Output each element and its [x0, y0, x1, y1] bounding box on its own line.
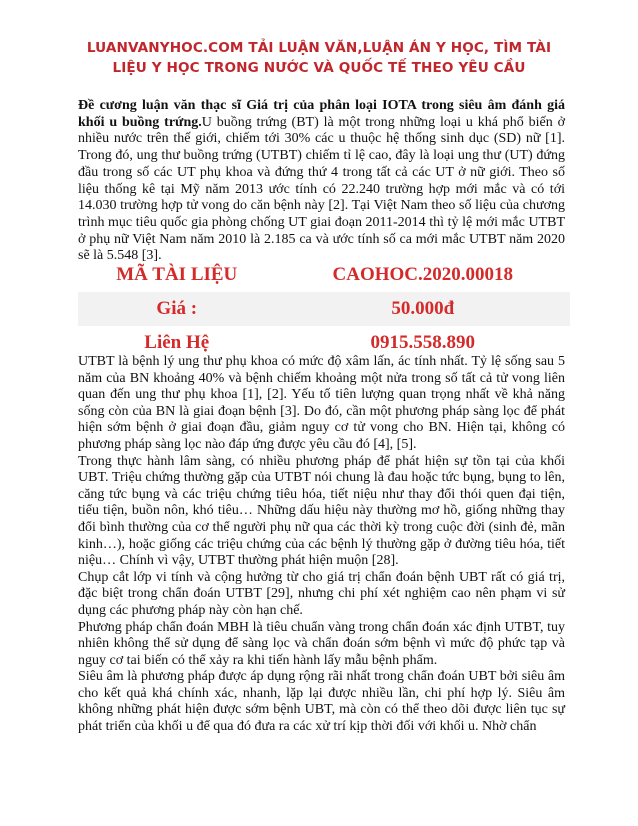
document-info-table — [78, 258, 570, 360]
header-line-2: LIỆU Y HỌC TRONG NƯỚC VÀ QUỐC TẾ THEO YÊU CẦU — [112, 60, 526, 76]
info-row-price — [78, 292, 570, 326]
code-label: MÃ TÀI LIỆU — [116, 264, 238, 285]
info-row-code — [78, 258, 570, 292]
body-paragraph-5: Siêu âm là phương pháp được áp dụng rộng rãi nhất trong chẩn đoán UBT bởi siêu âm cho kết quả khá chính xác, nhanh, lặp lại được nhiều lần, chi phí hợp lý. Siêu âm không những phát hiện được sớm bệnh UBT, mà còn có thể theo dõi được liên tục sự phát triển của khối u để qua đó đưa ra các xử trí kịp thời đối với khối u. Nhờ chẩn — [78, 669, 565, 735]
body-paragraph-3: Chụp cắt lớp vi tính và cộng hưởng từ cho giá trị chẩn đoán bệnh UBT rất có giá trị, đặc biệt trong chẩn đoán UTBT [29], nhưng chi phí xét nghiệm cao nên phạm vi sử dụng các phương pháp này còn hạn chế. — [78, 569, 565, 618]
body-paragraph-4: Phương pháp chẩn đoán MBH là tiêu chuẩn vàng trong chẩn đoán xác định UTBT, tuy nhiên không thể sử dụng để sàng lọc và chẩn đoán sớm bệnh vì mức độ phức tạp và nguy cơ tai biến có thể xảy ra khi tiến hành lấy mẫu bệnh phẩm. — [78, 619, 565, 668]
code-value: CAOHOC.2020.00018 — [332, 264, 513, 285]
contact-value[interactable]: 0915.558.890 — [370, 332, 475, 353]
contact-label: Liên Hệ — [144, 332, 210, 353]
intro-paragraph — [78, 98, 565, 265]
body-text — [78, 354, 565, 736]
price-value: 50.000đ — [276, 292, 571, 326]
price-label: Giá : — [78, 292, 276, 326]
body-paragraph-2: Trong thực hành lâm sàng, có nhiều phương pháp để phát hiện sự tồn tại của khối UBT. Triệu chứng thường gặp của UTBT nói chung là đau hoặc tức bụng, bụng to lên, căng tức bụng và các triệu chứng tiêu hóa, tiết niệu như thay đổi thói quen đại tiện, tiểu tiện, buồn nôn, khó tiêu… Những dấu hiệu này thường mơ hồ, giống những thay đổi bình thường của cơ thể người phụ nữ qua các thời kỳ trong cuộc đời (sinh đẻ, mãn kinh…), hoặc giống các triệu chứng của các bệnh lý thường gặp ở đường tiêu hóa, tiết niệu… Chính vì vậy, UTBT thường phát hiện muộn [28]. — [78, 453, 565, 569]
document-title: Đề cương luận văn thạc sĩ Giá trị của phân loại IOTA trong siêu âm đánh giá khối u buồng trứng. — [78, 98, 565, 130]
site-header — [20, 38, 618, 78]
header-line-1: LUANVANYHOC.COM TẢI LUẬN VĂN,LUẬN ÁN Y HỌC, TÌM TÀI — [86, 40, 552, 56]
intro-text: U buồng trứng (BT) là một trong những loại u khá phổ biến ở nhiều nước trên thế giới, chiếm tới 30% các u thuộc hệ thống sinh dục (SD) nữ [1]. Trong đó, ung thư buồng trứng (UTBT) chiếm tỉ lệ cao, đây là loại ung thư (UT) đứng đầu trong số các UT phụ khoa và đứng thứ 4 trong tất cả các UT ở nữ giới. Theo số liệu thống kê tại Mỹ năm 2013 ước tính có 22.240 trường hợp mới mắc và có tới 14.030 trường hợp tử vong do căn bệnh này [2]. Tại Việt Nam theo số liệu của chương trình mục tiêu quốc gia phòng chống UT giai đoạn 2011-2014 thì tỷ lệ mới mắc UTBT ở phụ nữ Việt Nam năm 2010 là 2.185 ca và ước tính số ca mới mắc UTBT năm 2020 sẽ là 5.548 [3]. — [78, 114, 566, 264]
body-paragraph-1: UTBT là bệnh lý ung thư phụ khoa có mức độ xâm lấn, ác tính nhất. Tỷ lệ sống sau 5 năm của BN khoảng 40% và bệnh chiếm khoảng một nửa trong số tất cả tử vong liên quan đến ung thư phụ khoa [1], [2]. Yếu tố tiên lượng quan trọng nhất về khả năng sống còn của BN là giai đoạn bệnh [3]. Do đó, cần một phương pháp sàng lọc để phát hiện sớm bệnh ở giai đoạn đầu, giảm nguy cơ tử vong cho BN. Hiện tại, không có phương pháp sàng lọc nào đáp ứng được yêu cầu đó [4], [5]. — [78, 354, 565, 452]
